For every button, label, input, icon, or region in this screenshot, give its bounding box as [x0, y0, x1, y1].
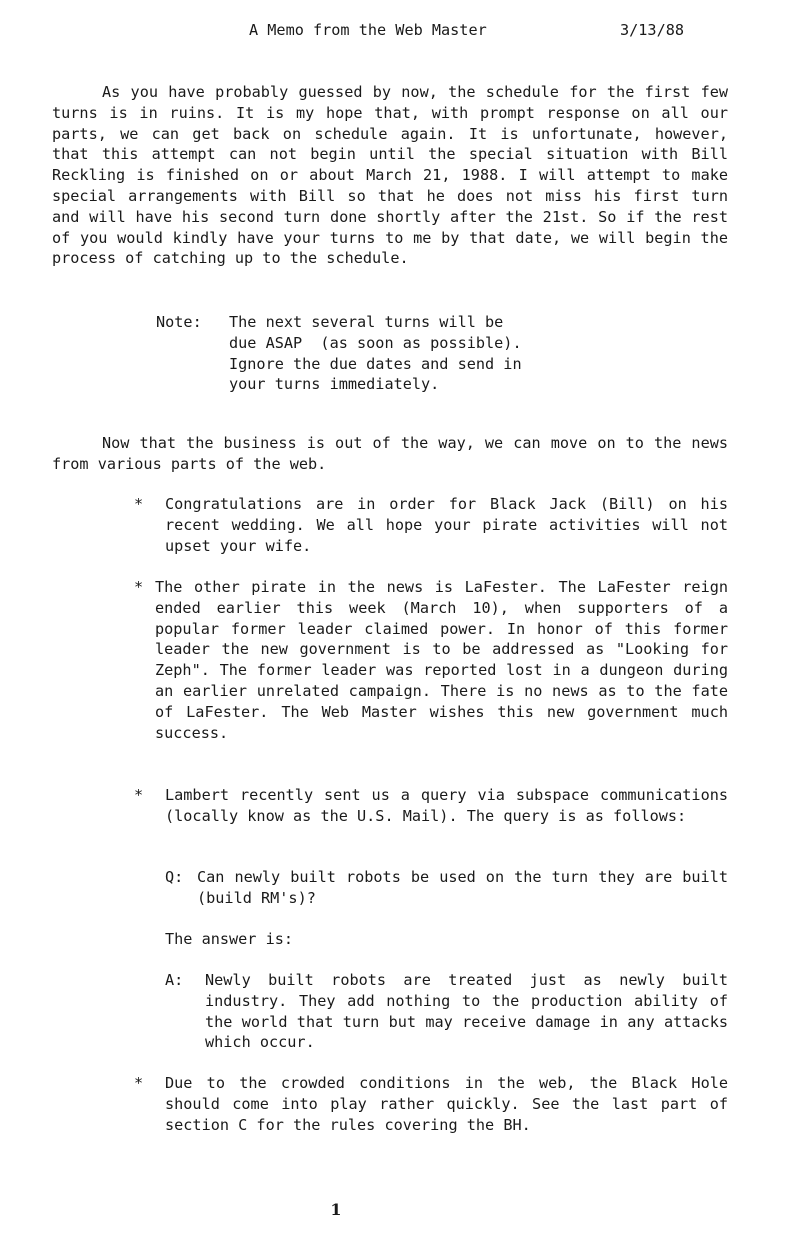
news-item-text: The other pirate in the news is LaFester. The LaFester reign ended earlier this week (March 10), when supporters of a popular former leader claimed power. In honor of this former leader the new government is to be addressed as "Looking for Zeph". The former leader was reported lost in a dungeon during an earlier unrelated campaign. There is no news as to the fate of LaFester. The Web Master wishes this new government much success.	[155, 578, 728, 742]
question-label: Q:	[165, 868, 184, 886]
note-text	[229, 312, 579, 395]
news-intro-paragraph: Now that the business is out of the way, we can move on to the news from various parts of the web.	[52, 434, 728, 473]
answer-label: A:	[165, 971, 184, 989]
intro-paragraph: As you have probably guessed by now, the schedule for the first few turns is in ruins. It is my hope that, with prompt response on all our parts, we can get back on schedule again. It is unfortunate, however, that this attempt can not begin until the special situation with Bill Reckling is finished on or about March 21, 1988. I will attempt to make special arrangements with Bill so that he does not miss his first turn and will have his second turn done shortly after the 21st. So if the rest of you would kindly have your turns to me by that date, we will begin the process of catching up to the schedule.	[52, 83, 728, 268]
bullet-star: *	[134, 495, 144, 513]
note-label: Note:	[156, 313, 202, 331]
bullet-star: *	[134, 578, 144, 596]
memo-title: A Memo from the Web Master	[249, 21, 487, 39]
news-item-text: Due to the crowded conditions in the web, the Black Hole should come into play rather quickly. See the last part of section C for the rules covering the BH.	[165, 1074, 728, 1134]
note-line: Ignore the due dates and send in	[229, 354, 522, 373]
news-item-text: Lambert recently sent us a query via subspace communications (locally know as the U.S. Mail). The query is as follows:	[165, 786, 728, 825]
note-line: The next several turns will be	[229, 313, 504, 331]
memo-date: 3/13/88	[620, 21, 685, 39]
question-text: Can newly built robots be used on the turn they are built (build RM's)?	[197, 868, 728, 907]
note-line: due ASAP (as soon as possible).	[229, 333, 522, 352]
bullet-star: *	[134, 1074, 144, 1092]
answer-intro: The answer is:	[165, 930, 294, 948]
page-number: 1	[330, 1200, 342, 1219]
answer-text: Newly built robots are treated just as newly built industry. They add nothing to the production ability of the world that turn but may receive damage in any attacks which occur.	[205, 971, 728, 1052]
note-line: your turns immediately.	[229, 375, 440, 394]
news-item-text: Congratulations are in order for Black Jack (Bill) on his recent wedding. We all hope your pirate activities will not upset your wife.	[165, 495, 728, 555]
bullet-star: *	[134, 786, 144, 804]
